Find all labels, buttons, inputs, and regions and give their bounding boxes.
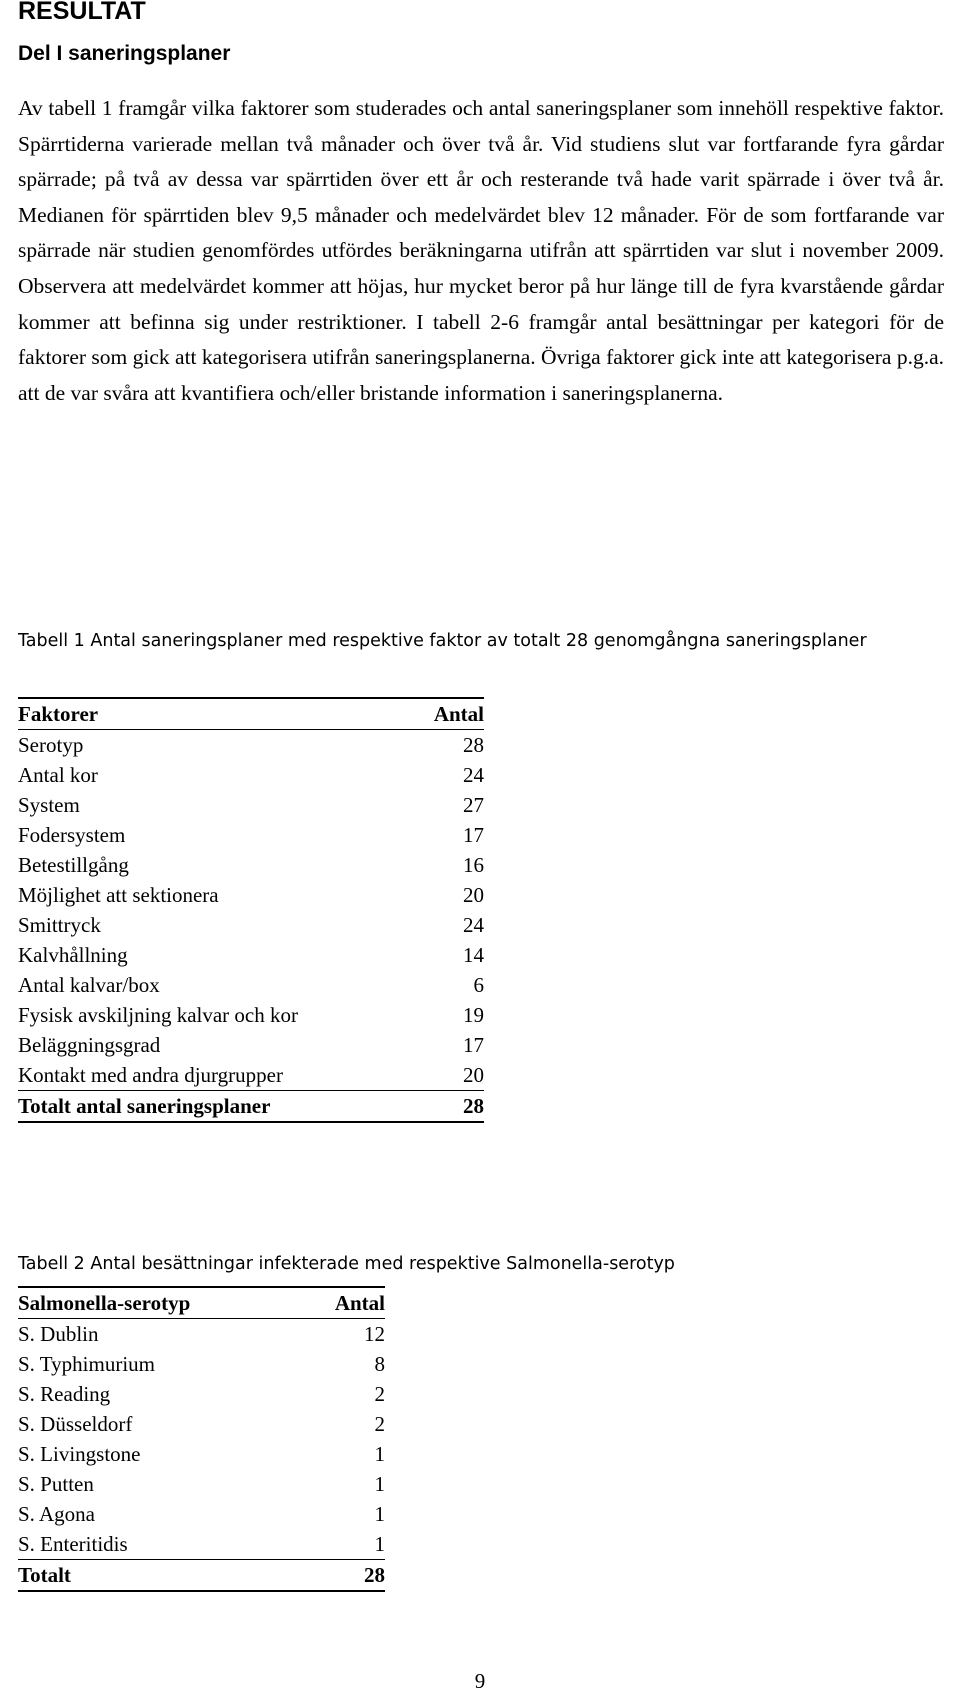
row-label: S. Livingstone: [18, 1442, 141, 1466]
table-row: [18, 910, 484, 940]
row-label: S. Reading: [18, 1382, 111, 1406]
section-subheading: Del I saneringsplaner: [18, 42, 231, 65]
table1-body: [18, 730, 484, 1091]
row-value: 16: [463, 853, 484, 877]
table-row: [18, 820, 484, 850]
row-value: 27: [463, 793, 484, 817]
table-row: [18, 1030, 484, 1060]
table1: [18, 697, 484, 1123]
row-value: 20: [463, 1063, 484, 1087]
section-heading: RESULTAT: [18, 0, 146, 25]
row-value: 8: [374, 1352, 385, 1376]
table-row: [18, 760, 484, 790]
table-row: [18, 880, 484, 910]
table-row: [18, 850, 484, 880]
table-row: [18, 1379, 385, 1409]
row-value: 17: [463, 1033, 484, 1057]
row-label: S. Typhimurium: [18, 1352, 155, 1376]
row-value: 1: [374, 1472, 385, 1496]
table-row: [18, 1469, 385, 1499]
table2-total-value: 28: [364, 1563, 385, 1587]
row-label: S. Agona: [18, 1502, 96, 1526]
table-row: [18, 1439, 385, 1469]
table-row: [18, 1529, 385, 1560]
table-row: [18, 1000, 484, 1030]
table2-header-count: Antal: [334, 1291, 385, 1315]
table-row: [18, 940, 484, 970]
row-label: Fodersystem: [18, 823, 126, 847]
table1-total-value: 28: [463, 1094, 484, 1118]
row-label: Beläggningsgrad: [18, 1033, 161, 1057]
row-label: System: [18, 793, 80, 817]
table1-header-row: [18, 698, 484, 730]
row-value: 28: [463, 733, 484, 757]
table2: [18, 1286, 385, 1592]
table-row: [18, 1319, 385, 1350]
table2-header-serotype: Salmonella-serotyp: [18, 1291, 191, 1315]
table2-body: [18, 1319, 385, 1560]
table2-caption: Tabell 2 Antal besättningar infekterade med respektive Salmonella-serotyp: [18, 1254, 675, 1274]
table-row: [18, 1349, 385, 1379]
row-label: Möjlighet att sektionera: [18, 883, 219, 907]
table1-caption: Tabell 1 Antal saneringsplaner med respektive faktor av totalt 28 genomgångna saneringsplaner: [18, 631, 867, 651]
table2-total-label: Totalt: [18, 1563, 71, 1587]
row-label: S. Dublin: [18, 1322, 99, 1346]
row-label: Antal kalvar/box: [18, 973, 160, 997]
row-value: 12: [364, 1322, 385, 1346]
table1-header-count: Antal: [433, 702, 484, 726]
table-row: [18, 730, 484, 761]
row-value: 1: [374, 1502, 385, 1526]
row-label: S. Enteritidis: [18, 1532, 128, 1556]
row-label: Kalvhållning: [18, 943, 128, 967]
table1-header-factor: Faktorer: [18, 702, 99, 726]
row-value: 1: [374, 1442, 385, 1466]
row-value: 6: [473, 973, 484, 997]
row-value: 1: [374, 1532, 385, 1556]
row-value: 19: [463, 1003, 484, 1027]
row-label: Fysisk avskiljning kalvar och kor: [18, 1003, 298, 1027]
table-row: [18, 1409, 385, 1439]
body-paragraph: Av tabell 1 framgår vilka faktorer som studerades och antal saneringsplaner som innehöll respektive faktor. Spärrtiderna varierade mellan två månader och över två år. Vid studiens slut var fortfarande fyra gårdar spärrade; på två av dessa var spärrtiden över ett år och resterande två hade varit spärrade i över två år. Medianen för spärrtiden blev 9,5 månader och medelvärdet blev 12 månader. För de som fortfarande var spärrade när studien genomfördes utfördes beräkningarna utifrån att spärrtiden var slut i november 2009. Observera att medelvärdet kommer att höjas, hur mycket beror på hur länge till de fyra kvarstående gårdar kommer att befinna sig under restriktioner. I tabell 2-6 framgår antal besättningar per kategori för de faktorer som gick att kategorisera utifrån saneringsplanerna. Övriga faktorer gick inte att kategorisera p.g.a. att de var svåra att kvantifiera och/eller bristande information i saneringsplanerna.: [18, 96, 944, 405]
row-value: 24: [463, 913, 484, 937]
row-label: S. Putten: [18, 1472, 94, 1496]
table1-total-label: Totalt antal saneringsplaner: [18, 1094, 271, 1118]
row-label: S. Düsseldorf: [18, 1412, 133, 1436]
table-row: [18, 790, 484, 820]
row-value: 2: [374, 1382, 385, 1406]
table-row: [18, 1499, 385, 1529]
row-value: 2: [374, 1412, 385, 1436]
row-label: Kontakt med andra djurgrupper: [18, 1063, 283, 1087]
row-value: 14: [463, 943, 484, 967]
row-label: Betestillgång: [18, 853, 129, 877]
row-value: 24: [463, 763, 484, 787]
row-label: Antal kor: [18, 763, 98, 787]
table-row: [18, 970, 484, 1000]
row-value: 17: [463, 823, 484, 847]
table2-total-row: [18, 1560, 385, 1592]
table2-header-row: [18, 1287, 385, 1319]
row-label: Smittryck: [18, 913, 101, 937]
row-value: 20: [463, 883, 484, 907]
table1-total-row: [18, 1091, 484, 1123]
table-row: [18, 1060, 484, 1091]
row-label: Serotyp: [18, 733, 84, 757]
page-number: 9: [474, 1669, 486, 1693]
